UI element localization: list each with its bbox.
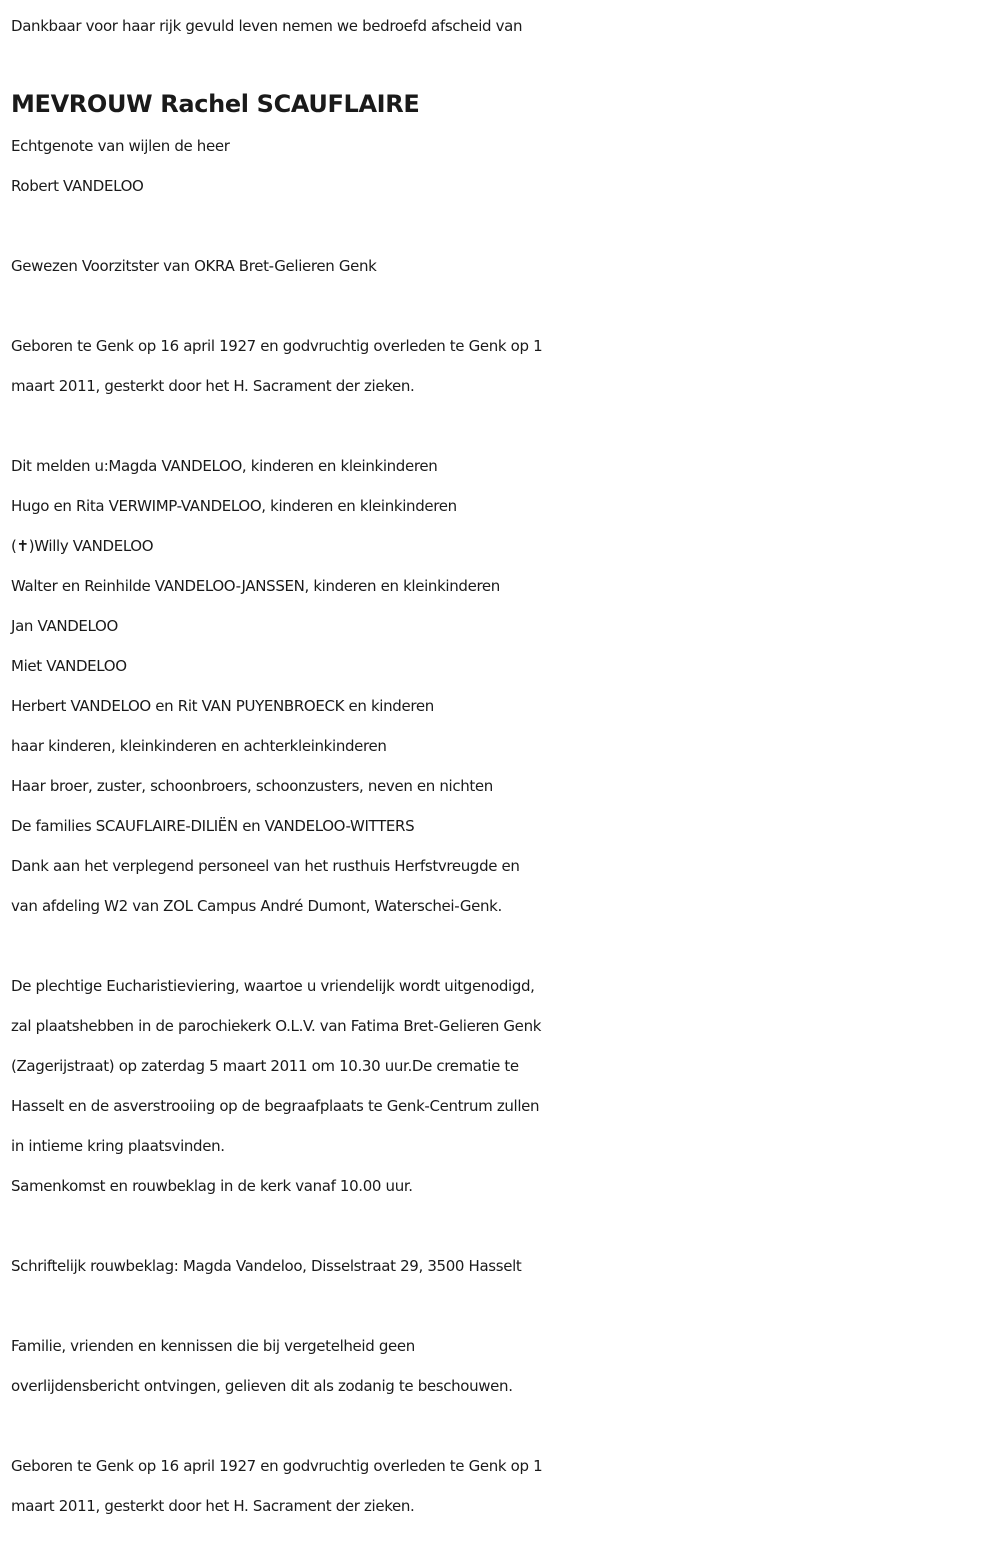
ceremony-line: in intieme kring plaatsvinden. <box>11 1137 225 1155</box>
condolence-address: Schriftelijk rouwbeklag: Magda Vandeloo, Disselstraat 29, 3500 Hasselt <box>11 1257 522 1275</box>
role-text: Gewezen Voorzitster van OKRA Bret-Gelieren Genk <box>11 257 377 275</box>
deceased-name <box>11 46 996 126</box>
deceased-name-text: MEVROUW Rachel SCAUFLAIRE <box>11 90 420 118</box>
family-line: Haar broer, zuster, schoonbroers, schoonzusters, neven en nichten <box>11 777 493 795</box>
ceremony-line: (Zagerijstraat) op zaterdag 5 maart 2011 om 10.30 uur.De crematie te <box>11 1057 519 1075</box>
birth-death-line: maart 2011, gesterkt door het H. Sacrament der zieken. <box>11 377 415 395</box>
spacer <box>11 1286 996 1326</box>
spacer <box>11 926 996 966</box>
spacer <box>11 1406 996 1446</box>
family-section <box>11 446 996 926</box>
family-line: De families SCAUFLAIRE-DILIËN en VANDELOO-WITTERS <box>11 817 415 835</box>
family-line: (✝)Willy VANDELOO <box>11 537 154 555</box>
family-line: Dit melden u:Magda VANDELOO, kinderen en kleinkinderen <box>11 457 438 475</box>
obituary-document <box>11 6 996 1526</box>
family-line: Herbert VANDELOO en Rit VAN PUYENBROECK en kinderen <box>11 697 434 715</box>
birth-death-repeat-line: Geboren te Genk op 16 april 1927 en godvruchtig overleden te Genk op 1 <box>11 1457 543 1475</box>
family-line: Miet VANDELOO <box>11 657 127 675</box>
intro-text: Dankbaar voor haar rijk gevuld leven nemen we bedroefd afscheid van <box>11 17 523 35</box>
family-line: Dank aan het verplegend personeel van het rusthuis Herfstvreugde en <box>11 857 520 875</box>
birth-death-repeat-section <box>11 1446 996 1526</box>
family-line: Walter en Reinhilde VANDELOO-JANSSEN, kinderen en kleinkinderen <box>11 577 500 595</box>
spacer <box>11 1206 996 1246</box>
notice-line: Familie, vrienden en kennissen die bij vergetelheid geen <box>11 1337 415 1355</box>
spacer <box>11 406 996 446</box>
ceremony-line: Hasselt en de asverstrooiing op de begraafplaats te Genk-Centrum zullen <box>11 1097 540 1115</box>
notice-line: overlijdensbericht ontvingen, gelieven dit als zodanig te beschouwen. <box>11 1377 513 1395</box>
birth-death-line: Geboren te Genk op 16 april 1927 en godvruchtig overleden te Genk op 1 <box>11 337 543 355</box>
spouse-line: Robert VANDELOO <box>11 177 144 195</box>
ceremony-line: De plechtige Eucharistieviering, waartoe u vriendelijk wordt uitgenodigd, <box>11 977 535 995</box>
ceremony-line: zal plaatshebben in de parochiekerk O.L.V. van Fatima Bret-Gelieren Genk <box>11 1017 542 1035</box>
family-line: Hugo en Rita VERWIMP-VANDELOO, kinderen en kleinkinderen <box>11 497 457 515</box>
notice-section <box>11 1326 996 1406</box>
spouse-section <box>11 126 996 206</box>
spacer <box>11 206 996 246</box>
ceremony-line: Samenkomst en rouwbeklag in de kerk vanaf 10.00 uur. <box>11 1177 413 1195</box>
family-line: haar kinderen, kleinkinderen en achterkleinkinderen <box>11 737 387 755</box>
spouse-line: Echtgenote van wijlen de heer <box>11 137 230 155</box>
spacer <box>11 286 996 326</box>
birth-death-section <box>11 326 996 406</box>
ceremony-section <box>11 966 996 1206</box>
family-line: Jan VANDELOO <box>11 617 118 635</box>
family-line: van afdeling W2 van ZOL Campus André Dumont, Waterschei-Genk. <box>11 897 502 915</box>
birth-death-repeat-line: maart 2011, gesterkt door het H. Sacrament der zieken. <box>11 1497 415 1515</box>
